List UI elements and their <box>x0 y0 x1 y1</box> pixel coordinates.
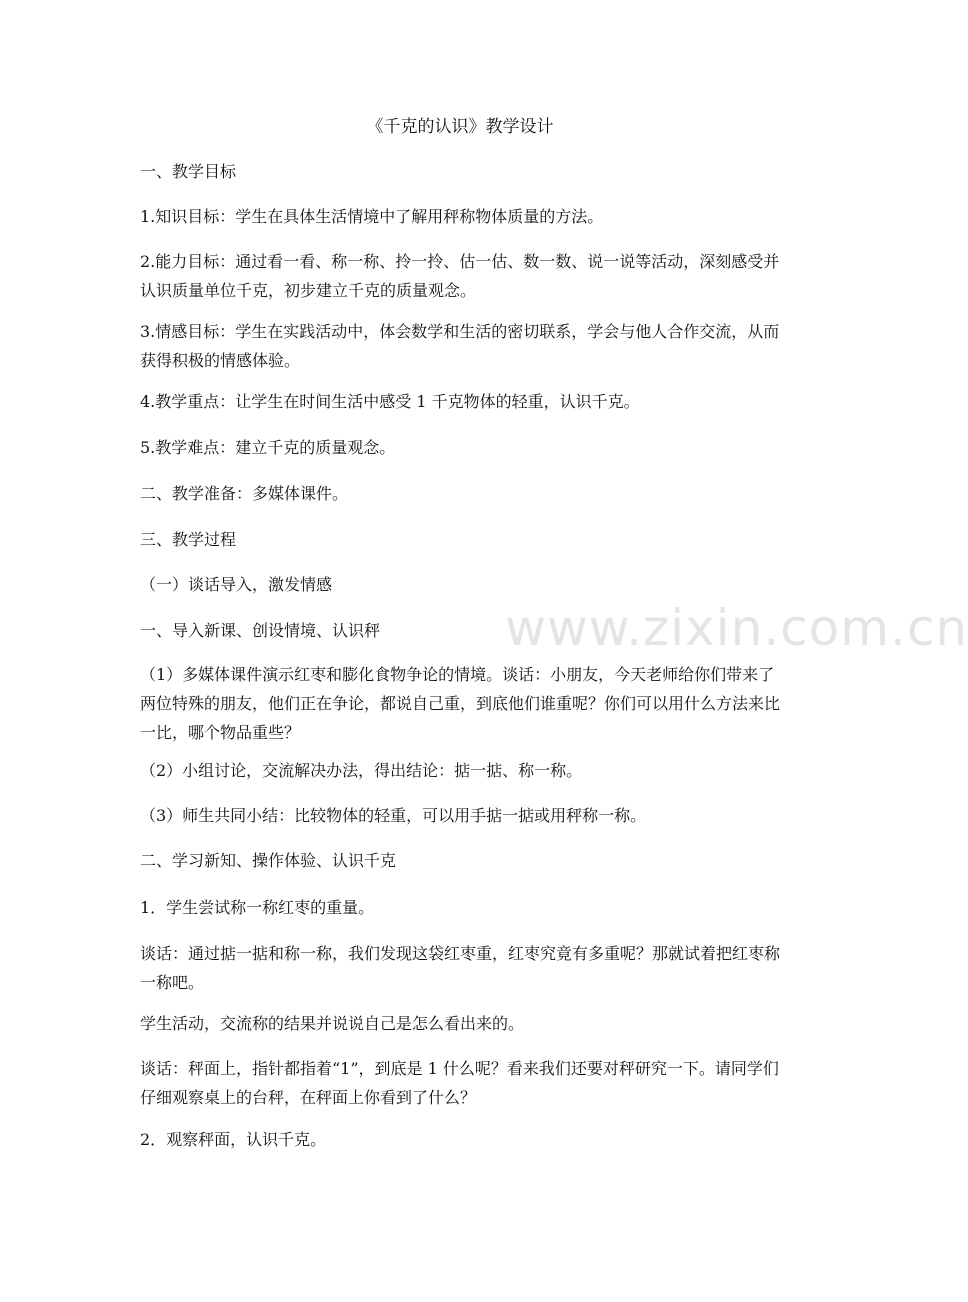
activity-weigh-dates: 1．学生尝试称一称红枣的重量。 <box>140 898 375 917</box>
activity-observe-scale: 2．观察秤面，认识千克。 <box>140 1130 327 1149</box>
subsection-heading-intro: （一）谈话导入，激发情感 <box>140 575 333 594</box>
step-heading-scale: 一、导入新课、创设情境、认识秤 <box>140 621 381 640</box>
student-activity: 学生活动，交流称的结果并说说自己是怎么看出来的。 <box>140 1014 525 1033</box>
section-heading-objectives: 一、教学目标 <box>140 162 237 181</box>
teaching-difficulty: 5.教学难点：建立千克的质量观念。 <box>140 438 396 457</box>
section-heading-preparation: 二、教学准备：多媒体课件。 <box>140 484 349 503</box>
step-item-2: （2）小组讨论，交流解决办法，得出结论：掂一掂、称一称。 <box>140 761 583 780</box>
section-heading-process: 三、教学过程 <box>140 530 237 549</box>
dialogue-dates-weight: 谈话：通过掂一掂和称一称，我们发现这袋红枣重，红枣究竟有多重呢？那就试着把红枣称一称吧。 <box>140 944 781 992</box>
step-item-1: （1）多媒体课件演示红枣和膨化食物争论的情境。谈话：小朋友，今天老师给你们带来了两位特殊的朋友，他们正在争论，都说自己重，到底他们谁重呢？你们可以用什么方法来比一比，哪个物品重些？ <box>140 665 781 742</box>
dialogue-scale-face: 谈话：秤面上，指针都指着“1”，到底是 1 什么呢？看来我们还要对秤研究一下。请同学们仔细观察桌上的台秤，在秤面上你看到了什么？ <box>140 1059 779 1107</box>
objective-knowledge: 1.知识目标：学生在具体生活情境中了解用秤称物体质量的方法。 <box>140 207 604 226</box>
step-item-3: （3）师生共同小结：比较物体的轻重，可以用手掂一掂或用秤称一称。 <box>140 806 647 825</box>
objective-ability: 2.能力目标：通过看一看、称一称、拎一拎、估一估、数一数、说一说等活动，深刻感受并认识质量单位千克，初步建立千克的质量观念。 <box>140 252 780 300</box>
watermark: www.zixin.com.cn <box>505 599 968 657</box>
document-title: 《千克的认识》教学设计 <box>366 117 554 137</box>
step-heading-kilogram: 二、学习新知、操作体验、认识千克 <box>140 851 397 870</box>
objective-emotion: 3.情感目标：学生在实践活动中，体会数学和生活的密切联系，学会与他人合作交流，从而获得积极的情感体验。 <box>140 322 780 370</box>
teaching-focus: 4.教学重点：让学生在时间生活中感受 1 千克物体的轻重，认识千克。 <box>140 392 640 411</box>
